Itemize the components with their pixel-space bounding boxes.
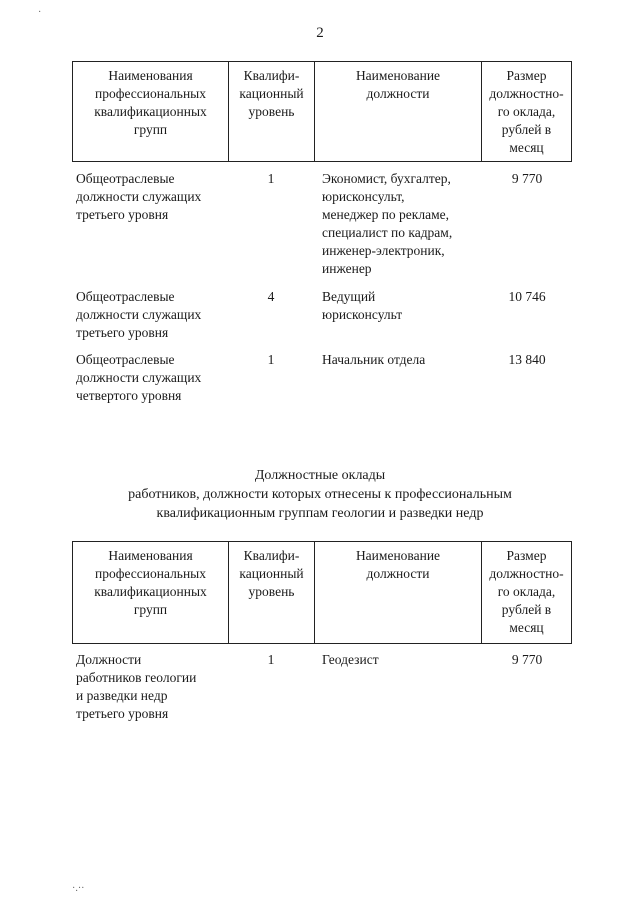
row-position: Ведущий юрисконсульт: [322, 289, 403, 322]
row-group-name: Общеотраслевые должности служащих третьего уровня: [76, 289, 202, 340]
header-position-name: Наименование должности: [315, 542, 482, 644]
row-salary: 13 840: [508, 352, 546, 367]
salary-table-2-header: [72, 541, 572, 644]
header-position-name: Наименование должности: [315, 62, 482, 162]
header-group-name: Наименования профессиональных квалификационных групп: [73, 62, 229, 162]
row-group-name: Общеотраслевые должности служащих четвертого уровня: [76, 352, 202, 403]
row-salary: 10 746: [508, 289, 546, 304]
row-salary: 9 770: [511, 171, 543, 186]
row-position: Экономист, бухгалтер, юрисконсульт, менеджер по рекламе, специалист по кадрам, инженер-электроник, инженер: [322, 171, 453, 276]
header-salary: Размер должностно- го оклада, рублей в месяц: [482, 62, 572, 162]
row-level: 1: [267, 171, 275, 186]
row-level: 1: [267, 652, 275, 667]
page-number: 2: [316, 25, 324, 41]
section-title: Должностные оклады работников, должности которых отнесены к профессиональным квалификационным группам геологии и разведки недр: [128, 468, 512, 521]
header-qualification-level: Квалифи- кационный уровень: [229, 542, 315, 644]
header-qualification-level: Квалифи- кационный уровень: [229, 62, 315, 162]
row-salary: 9 770: [511, 652, 543, 667]
row-position: Начальник отдела: [322, 352, 426, 367]
row-level: 1: [267, 352, 275, 367]
scan-speck: ·: [38, 7, 42, 18]
scan-speck: ·.··: [72, 883, 85, 894]
header-salary: Размер должностно- го оклада, рублей в месяц: [482, 542, 572, 644]
row-level: 4: [267, 289, 275, 304]
row-group-name: Должности работников геологии и разведки недр третьего уровня: [76, 652, 197, 721]
header-group-name: Наименования профессиональных квалификационных групп: [73, 542, 229, 644]
row-group-name: Общеотраслевые должности служащих третьего уровня: [76, 171, 202, 222]
row-position: Геодезист: [322, 652, 379, 667]
salary-table-1-header: [72, 61, 572, 162]
